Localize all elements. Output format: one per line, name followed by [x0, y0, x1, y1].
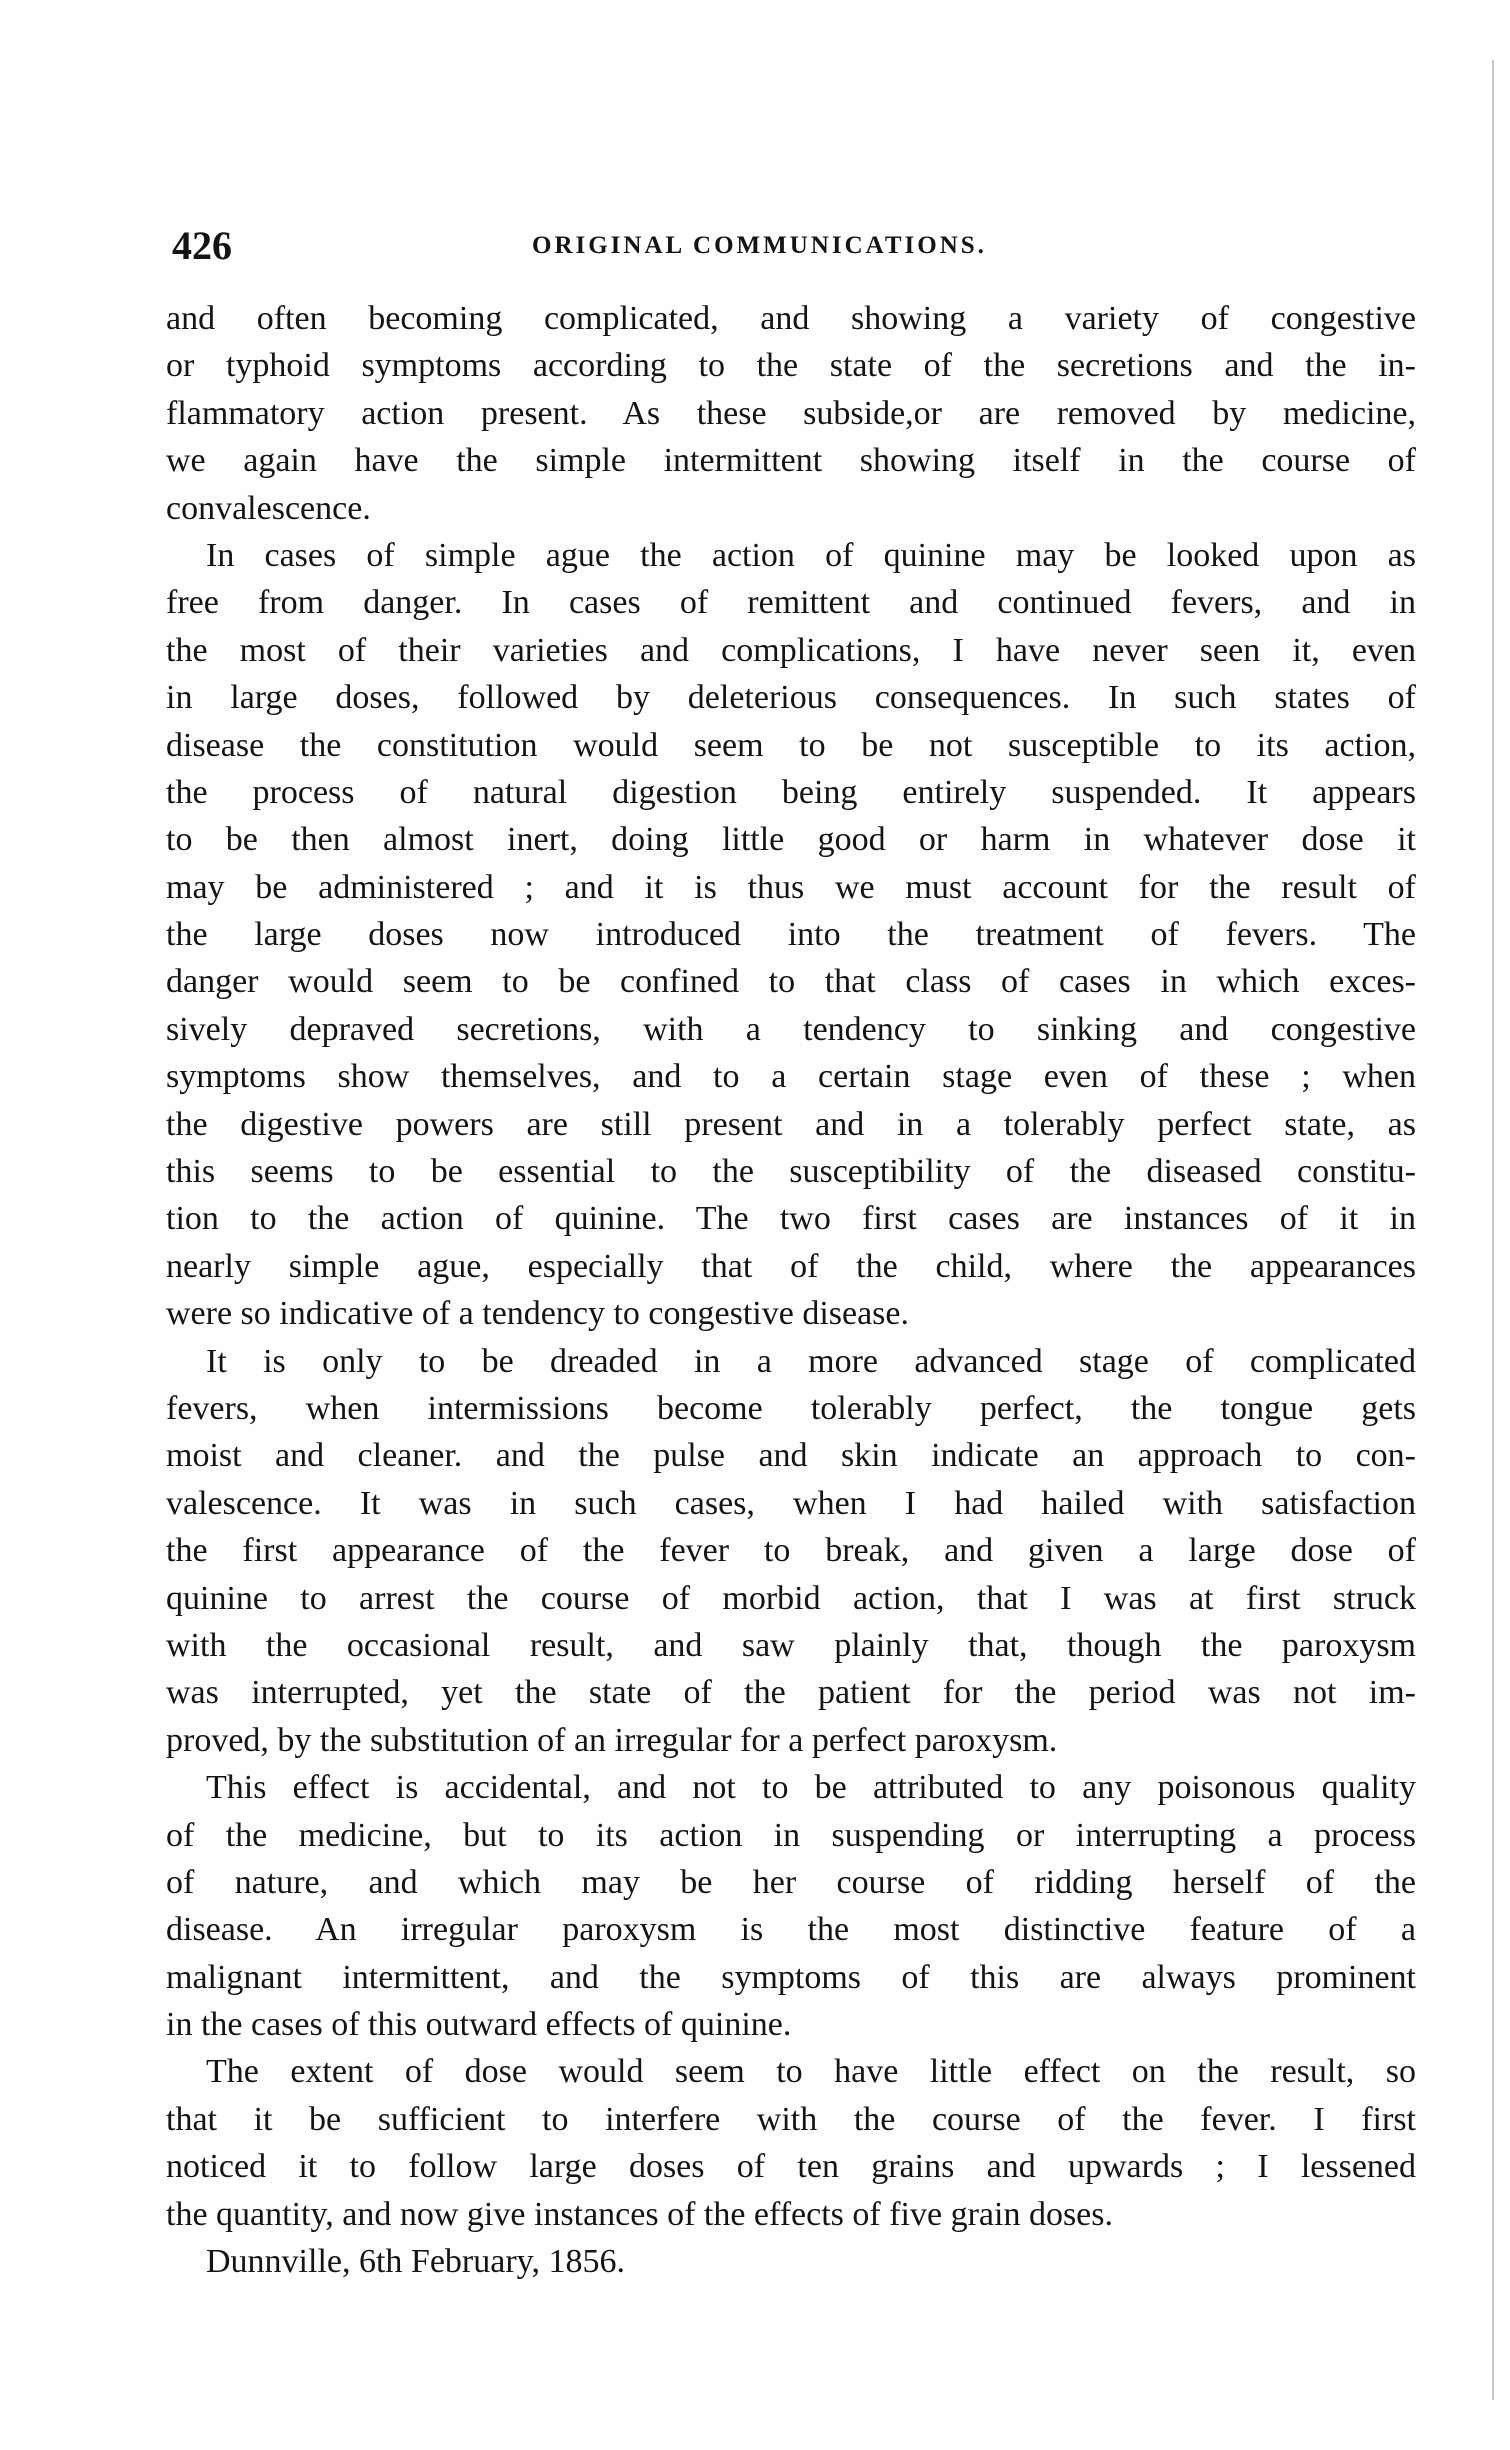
text-line: danger would seem to be confined to that class of cases in which exces- — [166, 963, 1416, 1001]
text-line: the first appearance of the fever to break, and given a large dose of — [166, 1532, 1416, 1570]
text-line: and often becoming complicated, and showing a variety of congestive — [166, 300, 1416, 337]
text-line: nearly simple ague, especially that of the child, where the appearances — [166, 1247, 1416, 1285]
text-line: sively depraved secretions, with a tendency to sinking and congestive — [166, 1010, 1416, 1048]
text-line: with the occasional result, and saw plainly that, though the paroxysm — [166, 1626, 1416, 1664]
body-text — [166, 295, 1416, 2285]
text-line: This effect is accidental, and not to be attributed to any poisonous quality — [206, 1769, 1416, 1807]
text-line: this seems to be essential to the susceptibility of the diseased constitu- — [166, 1153, 1416, 1191]
text-line: the most of their varieties and complications, I have never seen it, even — [166, 631, 1416, 669]
text-line: It is only to be dreaded in a more advanced stage of complicated — [206, 1342, 1416, 1380]
page-number: 426 — [172, 223, 232, 268]
text-line: malignant intermittent, and the symptoms of this are always prominent — [166, 1958, 1416, 1996]
text-line: may be administered ; and it is thus we must account for the result of — [166, 868, 1416, 906]
page-edge-divider — [1492, 60, 1494, 2400]
text-line: moist and cleaner. and the pulse and skin indicate an approach to con- — [166, 1437, 1416, 1475]
text-line: of nature, and which may be her course of ridding herself of the — [166, 1863, 1416, 1901]
text-line: symptoms show themselves, and to a certain stage even of these ; when — [166, 1058, 1416, 1096]
text-line: in the cases of this outward effects of quinine. — [166, 2006, 792, 2044]
page-header — [172, 222, 1422, 272]
text-line: free from danger. In cases of remittent and continued fevers, and in — [166, 584, 1416, 622]
text-line: that it be sufficient to interfere with the course of the fever. I first — [166, 2100, 1416, 2138]
text-line: we again have the simple intermittent showing itself in the course of — [166, 442, 1416, 480]
text-line: noticed it to follow large doses of ten grains and upwards ; I lessened — [166, 2148, 1416, 2186]
text-line: the quantity, and now give instances of the effects of five grain doses. — [166, 2195, 1114, 2233]
text-line: were so indicative of a tendency to congestive disease. — [166, 1295, 910, 1333]
dateline: Dunnville, 6th February, 1856. — [206, 2243, 625, 2281]
text-line: disease the constitution would seem to be not susceptible to its action, — [166, 726, 1416, 764]
text-line: valescence. It was in such cases, when I had hailed with satisfaction — [166, 1484, 1416, 1522]
text-line: the process of natural digestion being entirely suspended. It appears — [166, 773, 1416, 811]
text-line: fevers, when intermissions become tolerably perfect, the tongue gets — [166, 1389, 1416, 1427]
text-line: to be then almost inert, doing little good or harm in whatever dose it — [166, 821, 1416, 859]
text-line: of the medicine, but to its action in suspending or interrupting a process — [166, 1816, 1416, 1854]
text-line: the large doses now introduced into the treatment of fevers. The — [166, 916, 1416, 954]
text-line: the digestive powers are still present and in a tolerably perfect state, as — [166, 1105, 1416, 1143]
text-line: tion to the action of quinine. The two first cases are instances of it in — [166, 1200, 1416, 1238]
text-line: In cases of simple ague the action of quinine may be looked upon as — [206, 536, 1416, 574]
text-line: or typhoid symptoms according to the state of the secretions and the in- — [166, 347, 1416, 385]
text-line: disease. An irregular paroxysm is the most distinctive feature of a — [166, 1911, 1416, 1949]
text-line: The extent of dose would seem to have little effect on the result, so — [206, 2053, 1416, 2091]
running-head: ORIGINAL COMMUNICATIONS. — [532, 232, 987, 259]
text-line: convalescence. — [166, 489, 371, 527]
text-line: in large doses, followed by deleterious consequences. In such states of — [166, 679, 1416, 717]
text-line: was interrupted, yet the state of the patient for the period was not im- — [166, 1674, 1416, 1712]
text-line: flammatory action present. As these subside,or are removed by medicine, — [166, 394, 1416, 432]
text-line: quinine to arrest the course of morbid action, that I was at first struck — [166, 1579, 1416, 1617]
text-line: proved, by the substitution of an irregular for a perfect paroxysm. — [166, 1721, 1058, 1759]
